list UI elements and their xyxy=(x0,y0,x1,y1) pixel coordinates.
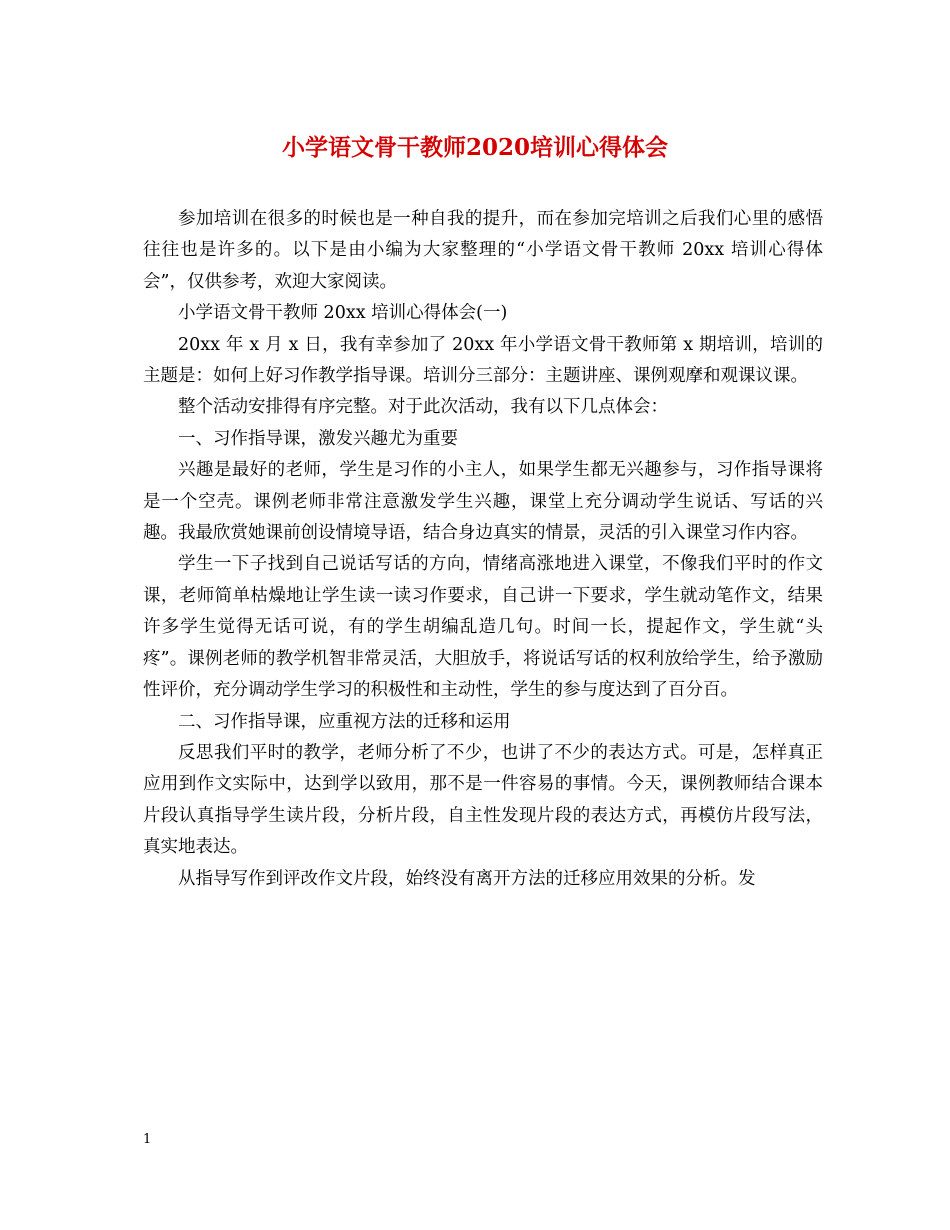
body-paragraph: 反思我们平时的教学，老师分析了不少，也讲了不少的表达方式。可是，怎样真正应用到作文实际中，达到学以致用，那不是一件容易的事情。今天，课例教师结合课本片段认真指导学生读片段，分析片段，自主性发现片段的表达方式，再模仿片段写法，真实地表达。 xyxy=(143,742,823,858)
body-paragraph: 整个活动安排得有序完整。对于此次活动，我有以下几点体会： xyxy=(178,397,668,418)
body-paragraph: 从指导写作到评改作文片段，始终没有离开方法的迁移应用效果的分析。发 xyxy=(178,868,756,889)
body-paragraph: 兴趣是最好的老师，学生是习作的小主人，如果学生都无兴趣参与，习作指导课将是一个空壳。课例老师非常注意激发学生兴趣，课堂上充分调动学生说话、写话的兴趣。我最欣赏她课前创设情境导语，结合身边真实的情景，灵活的引入课堂习作内容。 xyxy=(143,460,823,544)
body-paragraph: 学生一下子找到自己说话写话的方向，情绪高涨地进入课堂，不像我们平时的作文课，老师简单枯燥地让学生读一读习作要求，自己讲一下要求，学生就动笔作文，结果许多学生觉得无话可说，有的学生胡编乱造几句。时间一长，提起作文，学生就“头疼”。课例老师的教学机智非常灵活，大胆放手，将说话写话的权利放给学生，给予激励性评价，充分调动学生学习的积极性和主动性，学生的参与度达到了百分百。 xyxy=(143,554,823,701)
page-number: 1 xyxy=(143,1132,152,1147)
section-heading: 二、习作指导课，应重视方法的迁移和运用 xyxy=(178,711,511,732)
body-paragraph: 参加培训在很多的时候也是一种自我的提升，而在参加完培训之后我们心里的感悟往往也是许多的。以下是由小编为大家整理的“小学语文骨干教师 20xx 培训心得体会”，仅供参考，欢迎大家阅读。 xyxy=(143,209,823,292)
document-body xyxy=(143,204,823,895)
section-heading: 一、习作指导课，激发兴趣尤为重要 xyxy=(178,428,458,449)
document-title: 小学语文骨干教师2020培训心得体会 xyxy=(281,134,668,161)
section-heading: 小学语文骨干教师 20xx 培训心得体会(一) xyxy=(178,303,508,324)
body-paragraph: 20xx 年 x 月 x 日，我有幸参加了 20xx 年小学语文骨干教师第 x 期培训，培训的主题是：如何上好习作教学指导课。培训分三部分：主题讲座、课例观摩和观课议课。 xyxy=(143,334,823,387)
